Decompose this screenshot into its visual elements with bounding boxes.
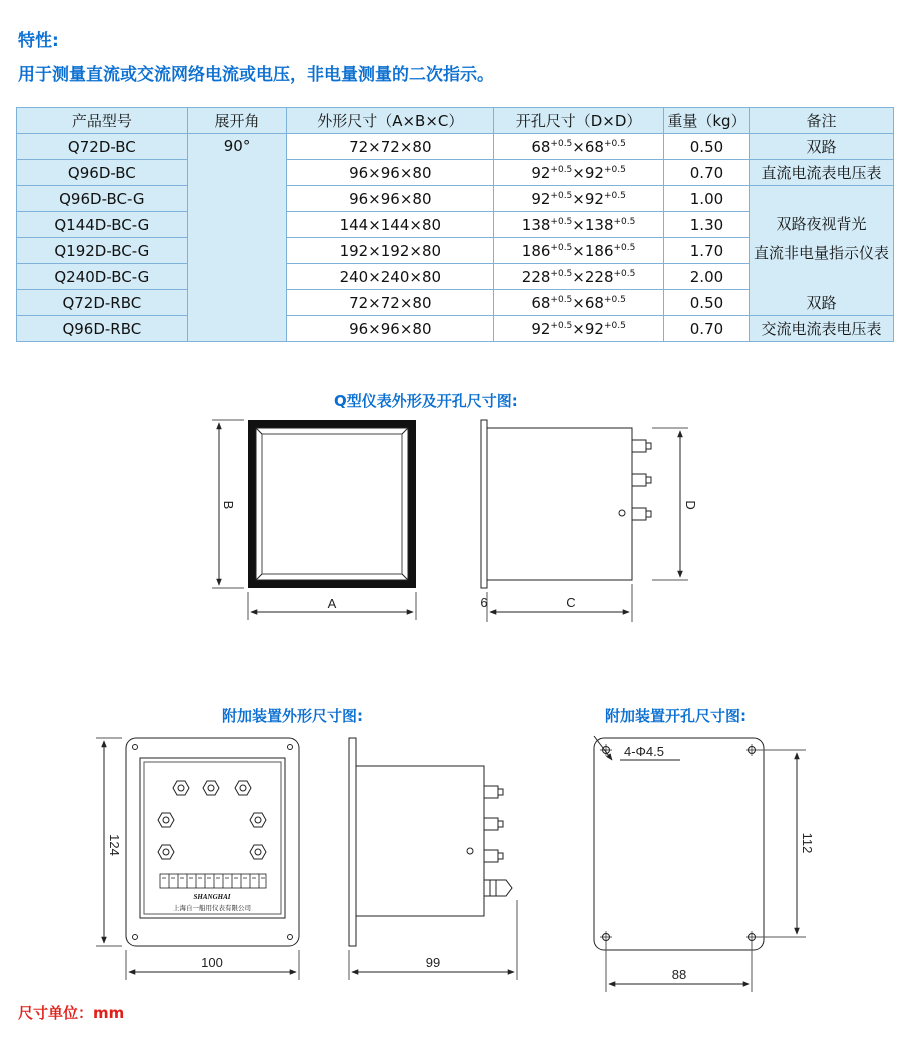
times: × [572, 137, 585, 156]
hole-val: 92 [584, 163, 604, 182]
unit-note: 尺寸单位：mm [18, 1004, 125, 1022]
q-side-terminals [632, 440, 651, 520]
acc-label-124: 124 [107, 834, 122, 856]
cell-model: Q240D-BC-G [17, 264, 188, 290]
tolerance: +0.5 [550, 320, 573, 331]
hole-val: 68 [584, 293, 604, 312]
hole-val: 228 [584, 267, 614, 286]
cell-weight: 0.70 [663, 160, 749, 186]
header-angle: 展开角 [187, 108, 287, 134]
cell-weight: 2.00 [663, 264, 749, 290]
header-hole: 开孔尺寸（D×D） [494, 108, 664, 134]
hole-val: 92 [531, 163, 551, 182]
accessory-front-view [96, 738, 299, 980]
cell-weight: 0.70 [663, 316, 749, 342]
cell-model: Q144D-BC-G [17, 212, 188, 238]
hole-plate [594, 738, 764, 950]
q-label-d: D [683, 500, 698, 510]
tolerance: +0.5 [550, 190, 573, 201]
tolerance: +0.5 [550, 268, 573, 279]
tolerance: +0.5 [603, 138, 626, 149]
hole-val: 228 [521, 267, 551, 286]
tolerance: +0.5 [603, 320, 626, 331]
hole-label-count: 4-Φ4.5 [624, 744, 665, 759]
accessory-side-flange [349, 738, 356, 946]
cell-model: Q192D-BC-G [17, 238, 188, 264]
q-c-ext-lines [487, 584, 632, 622]
header-size: 外形尺寸（A×B×C） [287, 108, 494, 134]
hole-val: 92 [531, 319, 551, 338]
cell-weight: 1.70 [663, 238, 749, 264]
times: × [572, 267, 585, 286]
times: × [572, 163, 585, 182]
cell-size: 240×240×80 [287, 264, 494, 290]
accessory-window-inner [144, 762, 281, 914]
hole-val: 138 [584, 215, 614, 234]
q-side-flange [481, 420, 487, 588]
cell-model: Q72D-BC [17, 134, 188, 160]
hole-pattern-view [594, 736, 815, 992]
remark-g2-l1: 双路夜视背光 [776, 214, 867, 233]
accessory-company-name: 上海自一船用仪表有限公司 [173, 904, 251, 912]
header-weight: 重量（kg） [663, 108, 749, 134]
q-label-b: B [221, 500, 236, 510]
tolerance: +0.5 [550, 216, 573, 227]
tolerance: +0.5 [603, 294, 626, 305]
accessory-outline-title: 附加装置外形尺寸图: [222, 707, 363, 725]
acc-label-100: 100 [201, 955, 223, 970]
tolerance: +0.5 [603, 164, 626, 175]
accessory-side-body [356, 766, 484, 916]
cell-remark-g3-l2: 交流电流表电压表 [749, 316, 893, 342]
accessory-terminal-strip [160, 874, 266, 888]
tolerance: +0.5 [550, 164, 573, 175]
q-label-6: 6 [480, 595, 488, 610]
hole-val: 68 [584, 137, 604, 156]
acc-label-99: 99 [425, 955, 441, 970]
remark-g2-l2: 直流非电量指示仪表 [753, 243, 889, 262]
tolerance: +0.5 [550, 138, 573, 149]
hole-val: 68 [531, 293, 551, 312]
cell-remark-g1-l1: 双路 [749, 134, 893, 160]
q-d-ext-lines [652, 428, 688, 580]
hole-val: 186 [584, 241, 614, 260]
cell-size: 192×192×80 [287, 238, 494, 264]
times: × [572, 241, 585, 260]
tolerance: +0.5 [613, 268, 636, 279]
cell-angle: 90° [187, 134, 287, 342]
hole-val: 138 [521, 215, 551, 234]
tolerance: +0.5 [550, 294, 573, 305]
accessory-side-terminals [484, 786, 512, 896]
q-diagram-title: Q型仪表外形及开孔尺寸图: [334, 392, 518, 410]
tolerance: +0.5 [613, 216, 636, 227]
accessory-brand-logo: SHANGHAI [193, 893, 231, 901]
header-model: 产品型号 [17, 108, 188, 134]
cell-size: 72×72×80 [287, 134, 494, 160]
cell-model: Q96D-BC-G [17, 186, 188, 212]
cell-size: 96×96×80 [287, 160, 494, 186]
q-side-body [487, 428, 632, 580]
q-label-a: A [327, 596, 337, 611]
tolerance: +0.5 [603, 190, 626, 201]
cell-size: 96×96×80 [287, 186, 494, 212]
cell-remark-g3-l1: 双路 [749, 290, 893, 316]
hole-label-88: 88 [671, 967, 687, 982]
cell-weight: 1.00 [663, 186, 749, 212]
hole-val: 186 [521, 241, 551, 260]
q-side-view [480, 420, 698, 622]
cell-size: 96×96×80 [287, 316, 494, 342]
cell-model: Q72D-RBC [17, 290, 188, 316]
times: × [572, 215, 585, 234]
hole-val: 92 [584, 189, 604, 208]
tolerance: +0.5 [550, 242, 573, 253]
times: × [572, 189, 585, 208]
hole-val: 92 [531, 189, 551, 208]
accessory-hole-title: 附加装置开孔尺寸图: [605, 707, 746, 725]
times: × [572, 293, 585, 312]
q-front-view [212, 420, 416, 620]
cell-size: 144×144×80 [287, 212, 494, 238]
hole-label-112: 112 [800, 832, 815, 854]
hole-val: 92 [584, 319, 604, 338]
accessory-side-view [349, 738, 517, 980]
q-label-c: C [566, 595, 576, 610]
cell-model: Q96D-BC [17, 160, 188, 186]
hole-val: 68 [531, 137, 551, 156]
cell-weight: 0.50 [663, 290, 749, 316]
cell-model: Q96D-RBC [17, 316, 188, 342]
cell-size: 72×72×80 [287, 290, 494, 316]
times: × [572, 319, 585, 338]
features-description: 用于测量直流或交流网络电流或电压，非电量测量的二次指示。 [18, 65, 494, 85]
header-remark: 备注 [749, 108, 893, 134]
tolerance: +0.5 [613, 242, 636, 253]
cell-weight: 1.30 [663, 212, 749, 238]
features-heading: 特性: [18, 31, 59, 51]
cell-remark-g1-l2: 直流电流表电压表 [749, 160, 893, 186]
q-front-inner [262, 434, 402, 574]
cell-weight: 0.50 [663, 134, 749, 160]
